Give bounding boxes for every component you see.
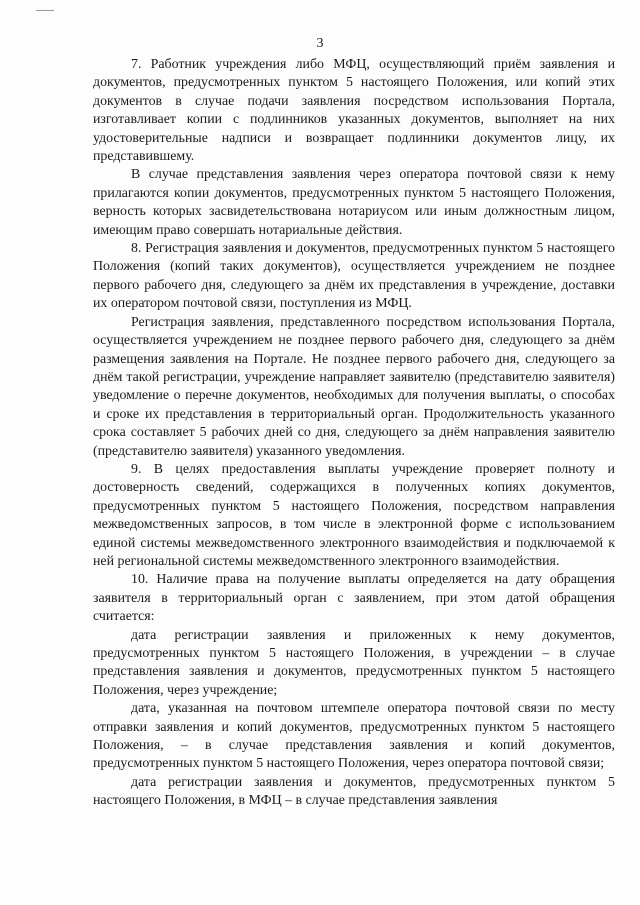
paragraph-date-mfc: дата регистрации заявления и документов, предусмотренных пунктом 5 настоящего Положения, в МФЦ – в случае представления заявления: [93, 774, 615, 809]
page-number: 3: [316, 36, 324, 51]
paragraph-7: 7. Работник учреждения либо МФЦ, осуществляющий приём заявления и документов, предусмотренных пунктом 5 настоящего Положения, или копий этих документов в случае подачи заявления посредством использования Портала, изготавливает копии с подлинников указанных документов, выполняет на них удостоверительные надписи и возвращает подлинники документов лицу, их представившему.: [93, 57, 615, 165]
paragraph-portal-registration: Регистрация заявления, представленного посредством использования Портала, осуществляется учреждением не позднее первого рабочего дня, следующего за днём размещения заявления на Портале. Не позднее первого рабочего дня, следующего за днём такой регистрации, учреждение направляет заявителю (представителю заявителя) уведомление о перечне документов, необходимых для получения выплаты, о способах и сроке их представления в территориальный орган. Продолжительность указанного срока составляет 5 рабочих дней со дня, следующего за днём направления заявителю (представителю заявителя) указанного уведомления.: [93, 314, 615, 459]
paragraph-postal: В случае представления заявления через оператора почтовой связи к нему прилагаются копии документов, предусмотренных пунктом 5 настоящего Положения, верность которых засвидетельствована нотариусом или иным должностным лицом, имеющим право совершать нотариальные действия.: [93, 167, 615, 238]
document-body: [93, 56, 615, 811]
paragraph-9: 9. В целях предоставления выплаты учреждение проверяет полноту и достоверность сведений, содержащихся в полученных копиях документов, предусмотренных пунктом 5 настоящего Положения, посредством направления межведомственных запросов, в том числе в электронной форме с использованием единой системы межведомственного электронного взаимодействия и подключаемой к ней региональной системы межведомственного электронного взаимодействия.: [93, 461, 615, 569]
scan-mark: [36, 10, 54, 11]
paragraph-date-postal: дата, указанная на почтовом штемпеле оператора почтовой связи по месту отправки заявления и копий документов, предусмотренных пунктом 5 настоящего Положения, – в случае представления заявления и копий документов, предусмотренных пунктом 5 настоящего Положения, через оператора почтовой связи;: [93, 701, 615, 772]
paragraph-10: 10. Наличие права на получение выплаты определяется на дату обращения заявителя в территориальный орган с заявлением, при этом датой обращения считается:: [93, 572, 615, 625]
paragraph-8: 8. Регистрация заявления и документов, предусмотренных пунктом 5 настоящего Положения (копий таких документов), осуществляется учреждением не позднее первого рабочего дня, следующего за днём их представления в учреждение, доставки их оператором почтовой связи, поступления из МФЦ.: [93, 241, 615, 312]
paragraph-date-institution: дата регистрации заявления и приложенных к нему документов, предусмотренных пунктом 5 настоящего Положения, в учреждении – в случае представления заявления и документов, предусмотренных пунктом 5 настоящего Положения, через учреждение;: [93, 627, 615, 698]
